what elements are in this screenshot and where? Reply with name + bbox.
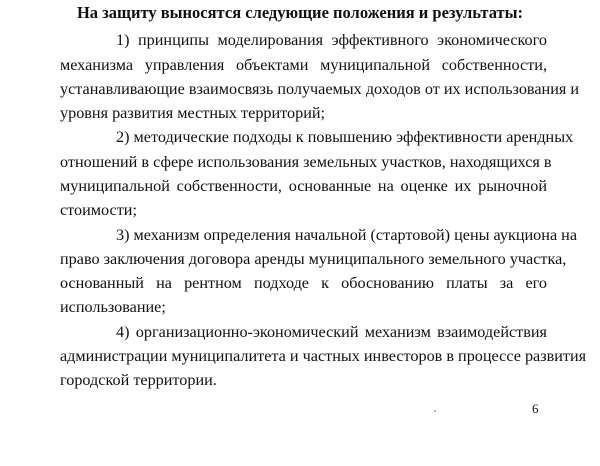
paragraph-line: уровня развития местных территорий; — [60, 104, 326, 122]
paragraph-line: 3) механизм определения начальной (стартовой) цены аукциона на — [116, 226, 578, 244]
section-heading: На защиту выносятся следующие положения и результаты: — [76, 3, 524, 22]
paragraph-line: устанавливающие взаимосвязь получаемых доходов от их использования и — [60, 80, 580, 98]
paragraph-line: администрации муниципалитета и частных инвесторов в процессе развития — [60, 347, 587, 365]
paragraph-line: стоимости; — [60, 201, 137, 219]
scan-speck — [434, 410, 436, 412]
paragraph-line: отношений в сфере использования земельных участков, находящихся в — [60, 153, 552, 171]
paragraph-line: использование; — [60, 298, 166, 316]
paragraph-line: городской территории. — [60, 371, 217, 389]
paragraph-line: основанный на рентном подходе к обоснованию платы за его — [60, 274, 547, 292]
paragraph-line: право заключения договора аренды муниципального земельного участка, — [60, 250, 567, 268]
paragraph-line: 2) методические подходы к повышению эффективности арендных — [116, 128, 574, 146]
page-number: 6 — [532, 401, 539, 416]
paragraph-line: механизма управления объектами муниципальной собственности, — [60, 56, 547, 74]
paragraph-line: муниципальной собственности, основанные на оценке их рыночной — [60, 177, 547, 195]
paragraph-line: 4) организационно-экономический механизм взаимодействия — [116, 323, 547, 341]
paragraph-line: 1) принципы моделирования эффективного экономического — [116, 31, 547, 49]
